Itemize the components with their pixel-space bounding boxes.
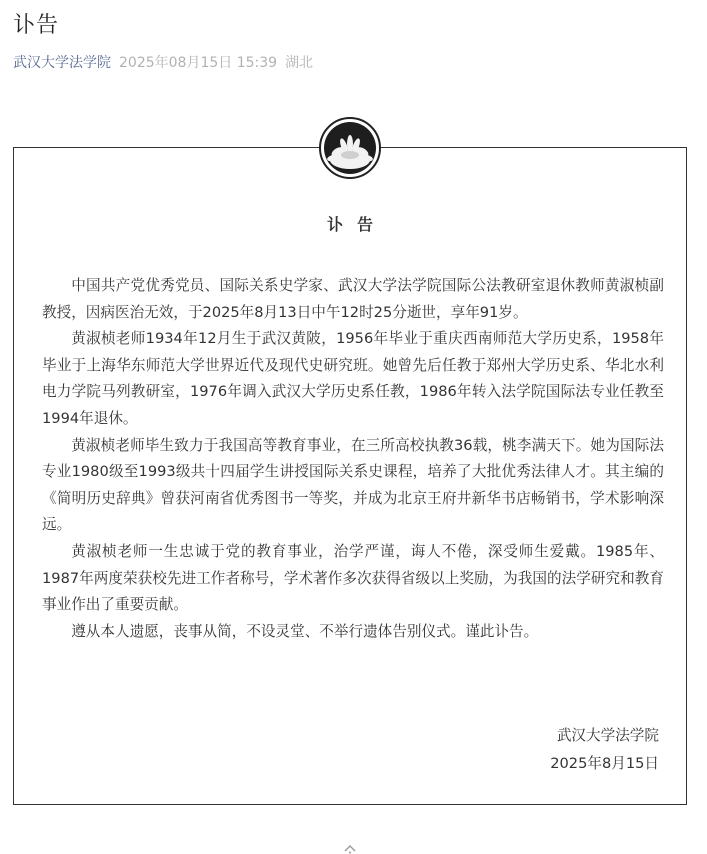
more-chevron-icon[interactable] [343,842,357,854]
article-title: 讣告 [13,13,60,38]
publish-datetime: 2025年08月15日 15:39 [119,55,278,71]
publish-location: 湖北 [285,55,314,71]
notice-paragraph: 黄淑桢老师毕生致力于我国高等教育事业，在三所高校执教36载，桃李满天下。她为国际法专业1980级至1993级共十四届学生讲授国际关系史课程，培养了大批优秀法律人才。其主编的《简明历史辞典》曾获河南省优秀图书一等奖，并成为北京王府井新华书店畅销书，学术影响深远。 [42,436,664,534]
notice-paragraph: 黄淑桢老师1934年12月生于武汉黄陂，1956年毕业于重庆西南师范大学历史系，1958年毕业于上海华东师范大学世界近代及现代史研究班。她曾先后任教于郑州大学历史系、华北水利电力学院马列教研室，1976年调入武汉大学历史系任教，1986年转入法学院国际法专业任教至1994年退休。 [42,330,664,427]
obituary-card [13,147,687,805]
signature-org: 武汉大学法学院 [556,727,659,744]
article-meta [13,54,313,72]
account-name-link[interactable]: 武汉大学法学院 [13,55,111,71]
signature-date: 2025年8月15日 [550,755,659,772]
chrysanthemum-icon [319,117,381,179]
notice-paragraph: 黄淑桢老师一生忠诚于党的教育事业，治学严谨，诲人不倦，深受师生爱戴。1985年、1987年两度荣获校先进工作者称号，学术著作多次获得省级以上奖励，为我国的法学研究和教育事业作出了重要贡献。 [42,542,664,614]
notice-body [42,273,664,645]
notice-paragraph: 中国共产党优秀党员、国际关系史学家、武汉大学法学院国际公法教研室退休教师黄淑桢副教授，因病医治无效，于2025年8月13日中午12时25分逝世，享年91岁。 [42,277,664,321]
notice-signature-block [550,722,659,778]
notice-paragraph: 遵从本人遗愿，丧事从简，不设灵堂、不举行遗体告别仪式。谨此讣告。 [71,622,539,640]
notice-heading: 讣告 [326,215,387,234]
